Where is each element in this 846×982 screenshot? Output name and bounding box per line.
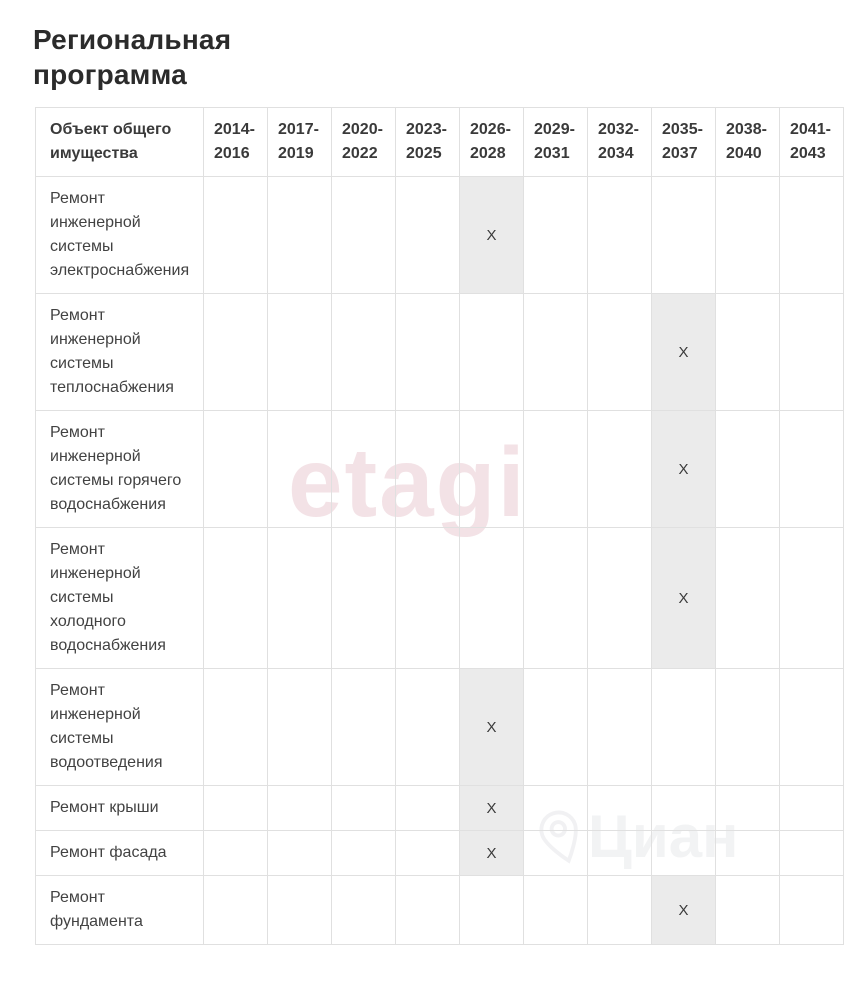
empty-cell <box>524 528 588 669</box>
empty-cell <box>524 786 588 831</box>
empty-cell <box>780 528 844 669</box>
row-label: Ремонт инженерной системы водоотведения <box>36 669 204 786</box>
empty-cell <box>588 177 652 294</box>
mark-cell: X <box>652 876 716 945</box>
empty-cell <box>204 528 268 669</box>
empty-cell <box>524 669 588 786</box>
table-row <box>36 669 844 786</box>
empty-cell <box>588 876 652 945</box>
empty-cell <box>268 786 332 831</box>
table-row <box>36 177 844 294</box>
empty-cell <box>332 831 396 876</box>
regional-program-table <box>35 107 844 945</box>
table-row <box>36 876 844 945</box>
empty-cell <box>204 831 268 876</box>
empty-cell <box>396 831 460 876</box>
empty-cell <box>780 294 844 411</box>
period-header: 2035- 2037 <box>652 108 716 177</box>
row-label: Ремонт фундамента <box>36 876 204 945</box>
empty-cell <box>268 411 332 528</box>
empty-cell <box>524 831 588 876</box>
table-body <box>36 177 844 945</box>
empty-cell <box>652 786 716 831</box>
watermark-etagi: etagi <box>288 427 527 537</box>
empty-cell <box>716 294 780 411</box>
empty-cell <box>588 294 652 411</box>
empty-cell <box>396 411 460 528</box>
empty-cell <box>780 177 844 294</box>
empty-cell <box>524 876 588 945</box>
watermark-cian-label: Циан <box>588 803 739 870</box>
empty-cell <box>780 411 844 528</box>
mark-cell: X <box>460 831 524 876</box>
empty-cell <box>396 528 460 669</box>
period-header: 2023- 2025 <box>396 108 460 177</box>
empty-cell <box>652 831 716 876</box>
empty-cell <box>716 831 780 876</box>
period-header: 2038- 2040 <box>716 108 780 177</box>
empty-cell <box>204 177 268 294</box>
mark-cell: X <box>460 177 524 294</box>
empty-cell <box>204 786 268 831</box>
mark-cell: X <box>652 294 716 411</box>
empty-cell <box>588 528 652 669</box>
empty-cell <box>396 876 460 945</box>
empty-cell <box>780 669 844 786</box>
empty-cell <box>268 831 332 876</box>
empty-cell <box>524 411 588 528</box>
table-row <box>36 786 844 831</box>
empty-cell <box>396 669 460 786</box>
empty-cell <box>204 294 268 411</box>
table-header-row <box>36 108 844 177</box>
period-header: 2017- 2019 <box>268 108 332 177</box>
mark-cell: X <box>460 786 524 831</box>
period-header: 2020- 2022 <box>332 108 396 177</box>
empty-cell <box>396 177 460 294</box>
row-label: Ремонт инженерной системы электроснабжения <box>36 177 204 294</box>
empty-cell <box>716 669 780 786</box>
row-label: Ремонт крыши <box>36 786 204 831</box>
table-row <box>36 528 844 669</box>
row-label: Ремонт инженерной системы теплоснабжения <box>36 294 204 411</box>
empty-cell <box>396 294 460 411</box>
mark-cell: X <box>460 669 524 786</box>
screenshot-root <box>0 22 846 945</box>
empty-cell <box>396 786 460 831</box>
empty-cell <box>460 876 524 945</box>
empty-cell <box>588 786 652 831</box>
empty-cell <box>716 528 780 669</box>
row-label: Ремонт инженерной системы холодного водоснабжения <box>36 528 204 669</box>
empty-cell <box>460 411 524 528</box>
empty-cell <box>780 876 844 945</box>
empty-cell <box>652 669 716 786</box>
row-label: Ремонт инженерной системы горячего водоснабжения <box>36 411 204 528</box>
period-header: 2041- 2043 <box>780 108 844 177</box>
empty-cell <box>716 411 780 528</box>
empty-cell <box>652 177 716 294</box>
period-header: 2029- 2031 <box>524 108 588 177</box>
table-row <box>36 411 844 528</box>
empty-cell <box>268 177 332 294</box>
empty-cell <box>524 177 588 294</box>
empty-cell <box>588 831 652 876</box>
mark-cell: X <box>652 528 716 669</box>
empty-cell <box>716 177 780 294</box>
empty-cell <box>332 876 396 945</box>
table-row <box>36 294 844 411</box>
empty-cell <box>204 669 268 786</box>
empty-cell <box>524 294 588 411</box>
empty-cell <box>204 876 268 945</box>
period-header: 2014- 2016 <box>204 108 268 177</box>
empty-cell <box>268 528 332 669</box>
empty-cell <box>268 294 332 411</box>
empty-cell <box>460 528 524 669</box>
empty-cell <box>332 528 396 669</box>
page-title: Региональная программа <box>33 24 232 90</box>
empty-cell <box>332 294 396 411</box>
empty-cell <box>716 786 780 831</box>
mark-cell: X <box>652 411 716 528</box>
empty-cell <box>204 411 268 528</box>
empty-cell <box>716 876 780 945</box>
empty-cell <box>332 177 396 294</box>
empty-cell <box>460 294 524 411</box>
empty-cell <box>588 411 652 528</box>
row-label: Ремонт фасада <box>36 831 204 876</box>
empty-cell <box>780 831 844 876</box>
period-header: 2026- 2028 <box>460 108 524 177</box>
period-header: 2032- 2034 <box>588 108 652 177</box>
empty-cell <box>268 669 332 786</box>
empty-cell <box>780 786 844 831</box>
table-row <box>36 831 844 876</box>
empty-cell <box>268 876 332 945</box>
corner-header: Объект общего имущества <box>36 108 204 177</box>
empty-cell <box>332 669 396 786</box>
empty-cell <box>588 669 652 786</box>
empty-cell <box>332 411 396 528</box>
empty-cell <box>332 786 396 831</box>
